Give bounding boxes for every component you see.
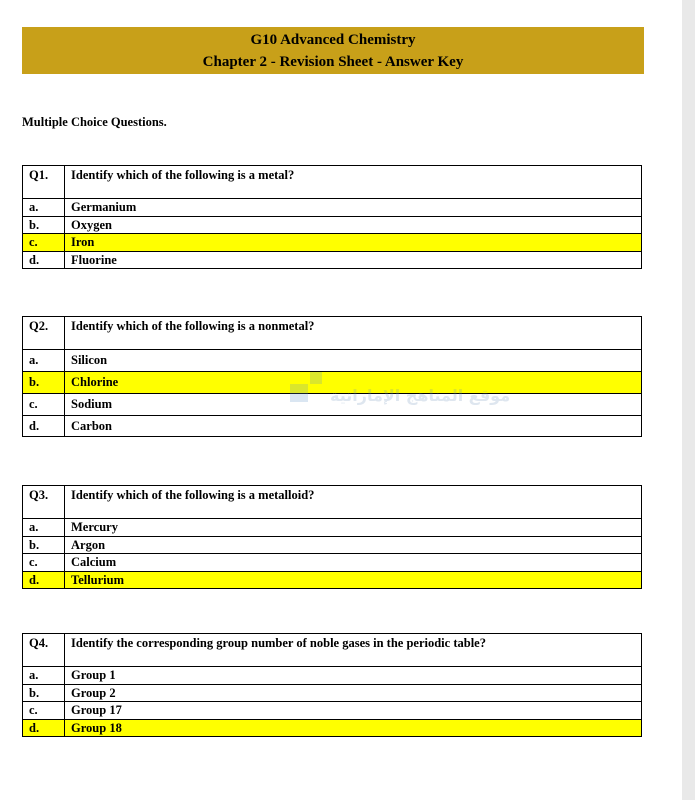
option-text: Group 18 [71,720,122,735]
option-row-c-correct [23,234,641,252]
option-row-b [23,685,641,703]
option-row-a [23,667,641,685]
option-letter: a. [23,350,65,371]
option-row-b [23,217,641,235]
option-row-b-correct [23,372,641,394]
option-letter: a. [23,199,65,216]
header-title: G10 Advanced Chemistry [250,32,416,48]
watermark-text: موقع المناهج الإماراتية [330,386,511,405]
option-letter: c. [23,394,65,415]
option-text: Group 1 [71,668,116,682]
option-row-c [23,702,641,720]
question-row [23,634,641,667]
document-header [22,27,644,74]
question-block-2 [22,316,642,437]
question-number: Q2. [23,317,65,349]
question-number: Q3. [23,486,65,518]
option-letter: d. [23,572,65,588]
option-row-c [23,394,641,416]
option-letter: b. [23,372,65,393]
option-text: Fluorine [71,252,117,267]
option-text: Chlorine [71,375,119,389]
option-letter: d. [23,416,65,436]
option-text: Mercury [71,520,118,534]
option-text: Iron [71,235,95,249]
question-block-3 [22,485,642,589]
option-letter: a. [23,667,65,684]
option-text: Carbon [71,419,112,433]
option-row-c [23,554,641,572]
option-text: Argon [71,537,106,552]
question-number: Q1. [23,166,65,198]
option-text: Germanium [71,200,137,214]
option-letter: d. [23,252,65,268]
question-row [23,486,641,519]
option-letter: d. [23,720,65,736]
section-label: Multiple Choice Questions. [22,115,167,129]
option-text: Silicon [71,353,108,367]
question-text: Identify which of the following is a metal? [71,168,295,182]
option-row-a [23,350,641,372]
option-row-b [23,537,641,555]
option-text: Oxygen [71,217,112,232]
option-letter: b. [23,685,65,702]
option-row-d-correct [23,572,641,588]
option-letter: a. [23,519,65,536]
question-text: Identify which of the following is a nonmetal? [71,319,315,333]
header-subtitle: Chapter 2 - Revision Sheet - Answer Key [202,54,464,70]
option-text: Sodium [71,397,112,411]
option-letter: b. [23,537,65,554]
option-letter: c. [23,554,65,571]
option-row-d [23,252,641,268]
option-letter: c. [23,702,65,719]
option-text: Group 2 [71,685,116,700]
question-text: Identify which of the following is a metalloid? [71,488,315,502]
option-letter: c. [23,234,65,251]
option-text: Calcium [71,555,117,569]
option-text: Tellurium [71,572,125,587]
question-block-1 [22,165,642,269]
option-row-d [23,416,641,436]
option-row-a [23,199,641,217]
question-block-4 [22,633,642,737]
page-gutter [682,0,695,800]
option-row-d-correct [23,720,641,736]
option-text: Group 17 [71,703,122,717]
option-row-a [23,519,641,537]
question-number: Q4. [23,634,65,666]
question-text: Identify the corresponding group number of noble gases in the periodic table? [71,636,486,650]
option-letter: b. [23,217,65,234]
question-row [23,166,641,199]
question-row [23,317,641,350]
